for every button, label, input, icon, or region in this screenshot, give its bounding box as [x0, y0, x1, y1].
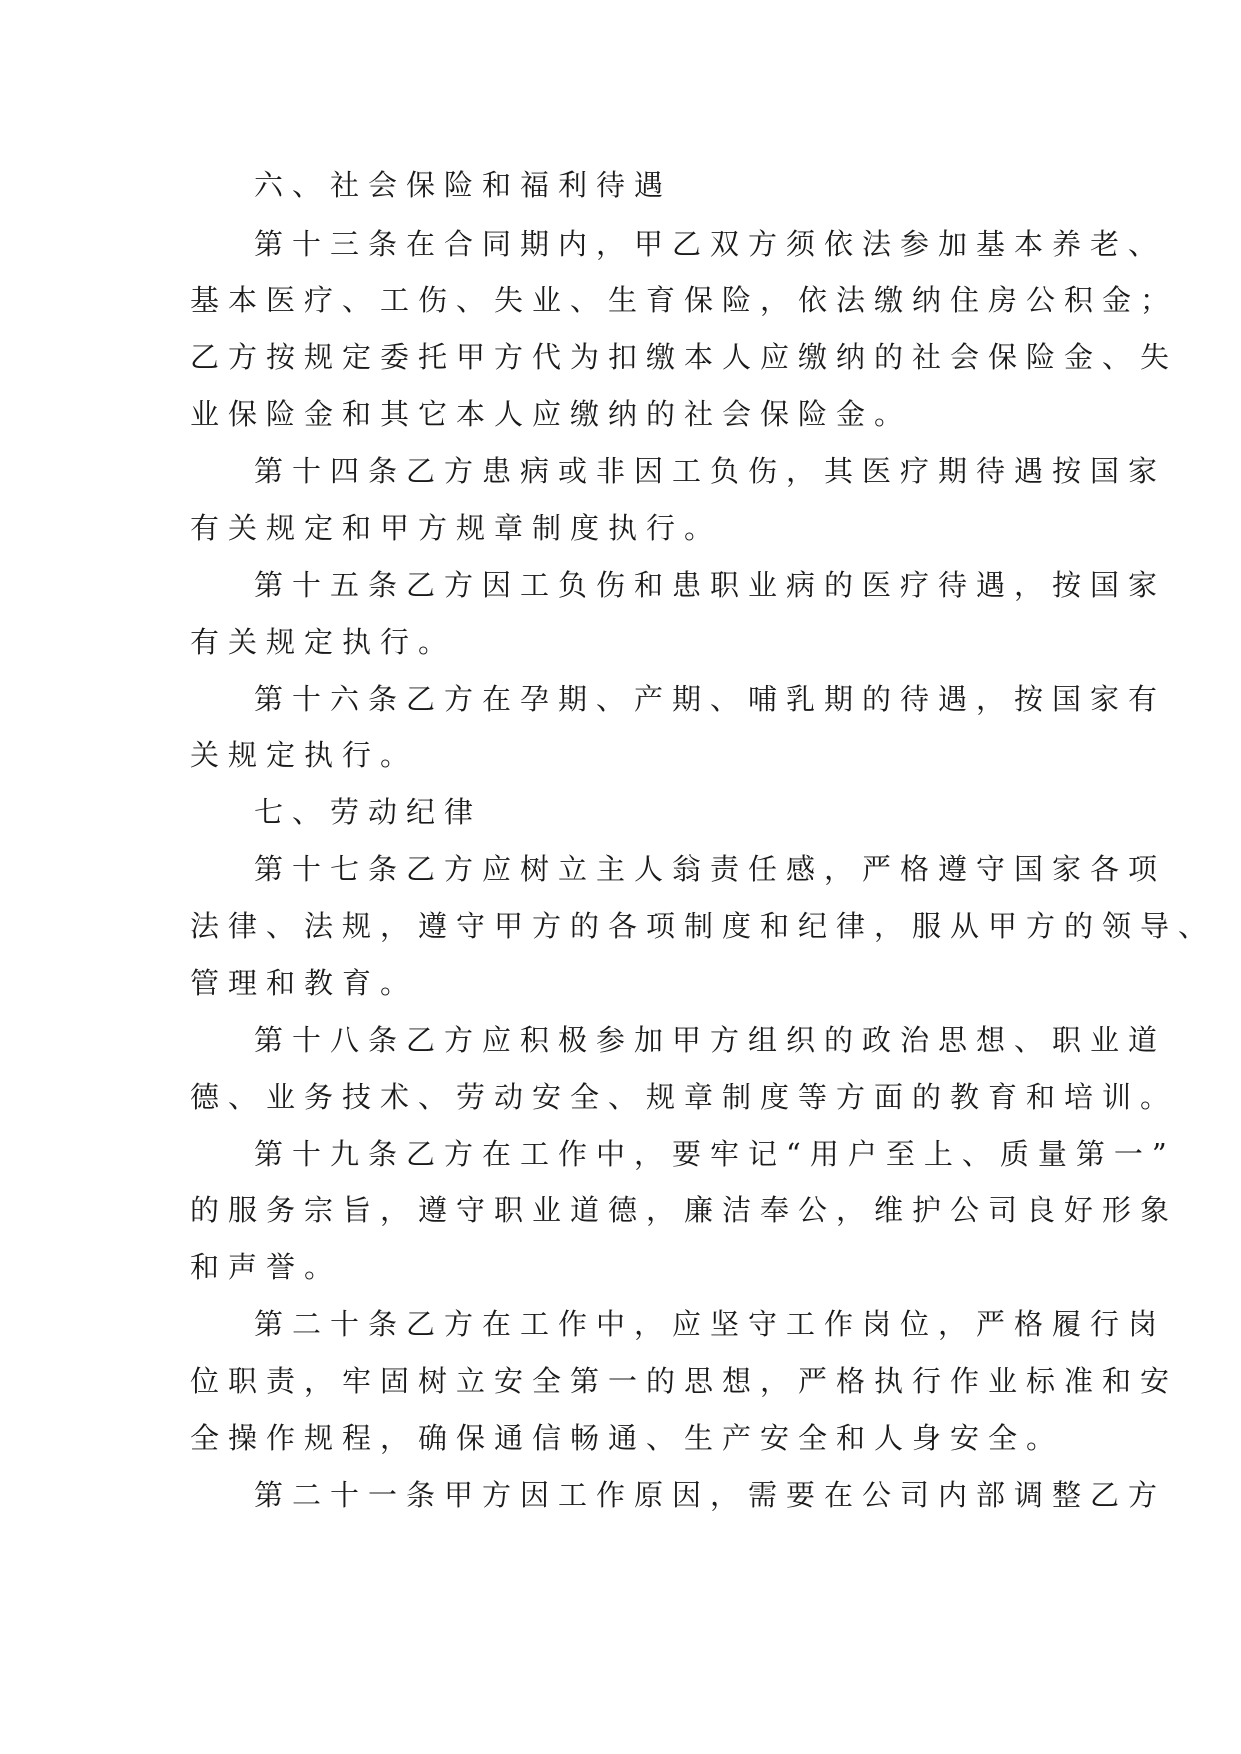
paragraph-line: 有关规定执行。: [190, 625, 457, 659]
paragraph-line: 位职责，牢固树立安全第一的思想，严格执行作业标准和安: [190, 1364, 1179, 1398]
paragraph-line: 全操作规程，确保通信畅通、生产安全和人身安全。: [190, 1421, 1065, 1455]
paragraph-line: 乙方按规定委托甲方代为扣缴本人应缴纳的社会保险金、失: [190, 340, 1179, 374]
paragraph-line: 第十六条乙方在孕期、产期、哺乳期的待遇，按国家有: [254, 682, 1167, 716]
paragraph-line: 和声誉。: [190, 1250, 343, 1284]
paragraph-line: 第十三条在合同期内，甲乙双方须依法参加基本养老、: [254, 227, 1167, 261]
paragraph-line: 第二十一条甲方因工作原因，需要在公司内部调整乙方: [254, 1478, 1167, 1512]
paragraph-line: 的服务宗旨，遵守职业道德，廉洁奉公，维护公司良好形象: [190, 1193, 1179, 1227]
paragraph-line: 第十四条乙方患病或非因工负伤，其医疗期待遇按国家: [254, 454, 1167, 488]
paragraph-line: 第十五条乙方因工负伤和患职业病的医疗待遇，按国家: [254, 568, 1167, 602]
section-heading: 六、社会保险和福利待遇: [254, 168, 673, 202]
paragraph-line: 管理和教育。: [190, 966, 419, 1000]
paragraph-line: 法律、法规，遵守甲方的各项制度和纪律，服从甲方的领导、: [190, 909, 1217, 943]
paragraph-line: 德、业务技术、劳动安全、规章制度等方面的教育和培训。: [190, 1080, 1179, 1114]
paragraph-line: 有关规定和甲方规章制度执行。: [190, 511, 723, 545]
paragraph-line: 第十八条乙方应积极参加甲方组织的政治思想、职业道: [254, 1023, 1167, 1057]
paragraph-line: 第十七条乙方应树立主人翁责任感，严格遵守国家各项: [254, 852, 1167, 886]
paragraph-line: 业保险金和其它本人应缴纳的社会保险金。: [190, 397, 913, 431]
paragraph-line: 第二十条乙方在工作中，应坚守工作岗位，严格履行岗: [254, 1307, 1167, 1341]
section-heading: 七、劳动纪律: [254, 795, 483, 829]
paragraph-line: 关规定执行。: [190, 738, 419, 772]
paragraph-line: 基本医疗、工伤、失业、生育保险，依法缴纳住房公积金；: [190, 283, 1179, 317]
paragraph-line: 第十九条乙方在工作中，要牢记“用户至上、质量第一”: [254, 1137, 1176, 1171]
